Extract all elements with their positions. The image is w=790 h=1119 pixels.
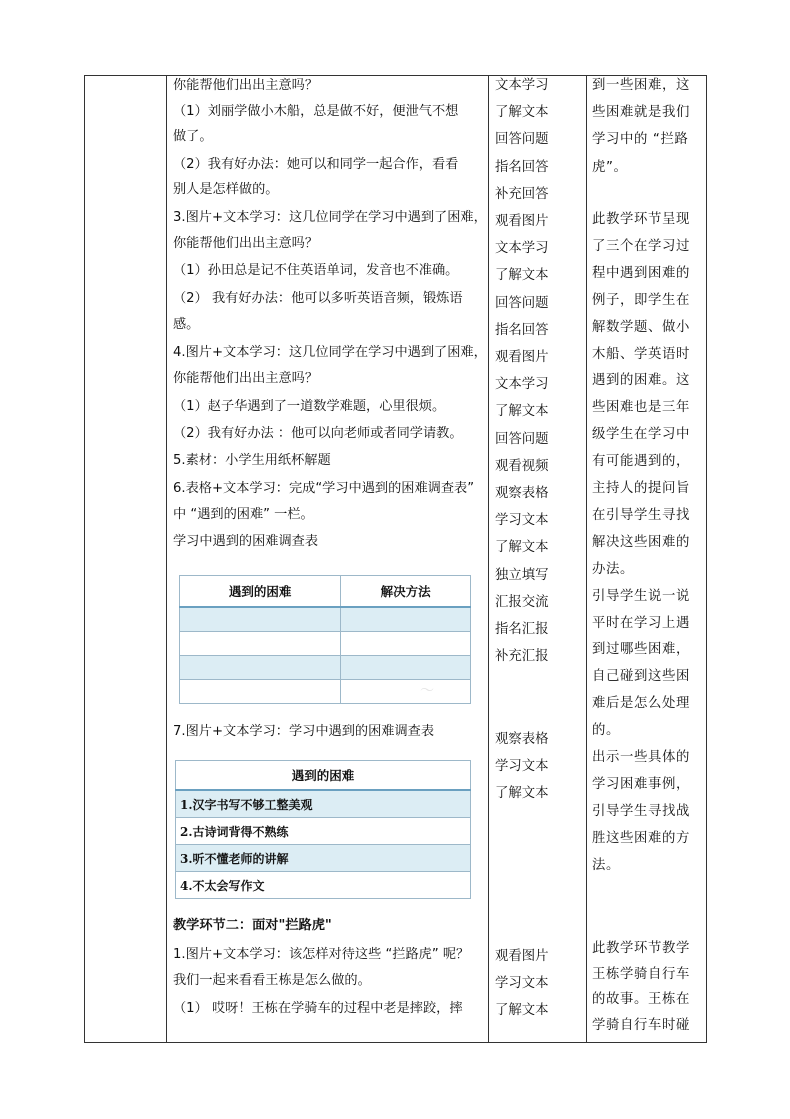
intent-line: 引导学生说一说	[592, 588, 690, 604]
intent-line: 有可能遇到的，	[592, 454, 690, 470]
table-col-border	[84, 75, 85, 1043]
content-line: 6.表格+文本学习：完成“学习中遇到的困难调查表”	[173, 481, 475, 496]
activity-line: 文本学习	[495, 78, 549, 93]
intent-line: 例子，即学生在	[592, 292, 690, 308]
activity-line: 指名汇报	[495, 622, 549, 637]
content-line: 3.图片+文本学习：这几位同学在学习中遇到了困难，	[173, 210, 487, 225]
content-line: 你能帮他们出出主意吗？	[173, 371, 319, 386]
intent-line: 解决这些困难的	[592, 534, 690, 550]
intent-line: 虎”。	[592, 159, 628, 175]
intent-line: 自己碰到这些困	[592, 669, 690, 685]
activity-line: 文本学习	[495, 241, 549, 257]
intent-line: 学习中的 “拦路	[592, 132, 689, 148]
activity-line: 观看图片	[495, 949, 549, 964]
intent-line: 学习困难事例，	[592, 776, 690, 792]
content-line: （2）我有好办法：她可以和同学一起合作，看看	[173, 157, 459, 172]
activity-line: 学习文本	[495, 759, 549, 775]
table-top-border	[84, 75, 707, 76]
intent-line: 些困难就是我们	[592, 105, 690, 121]
activity-line: 了解文本	[495, 540, 549, 556]
intent-line: 主持人的提问旨	[592, 481, 690, 496]
table-header: 解决方法	[341, 576, 471, 608]
activity-line: 学习文本	[495, 976, 549, 992]
content-line: 4.图片+文本学习：这几位同学在学习中遇到了困难，	[173, 345, 487, 360]
activity-line: 了解文本	[495, 404, 549, 420]
content-line: 做了。	[173, 129, 213, 144]
intent-line: 木船、学英语时	[592, 346, 690, 362]
table-header: 遇到的困难	[180, 576, 341, 608]
intent-line: 难后是怎么处理	[592, 696, 690, 712]
intent-line: 的。	[592, 723, 620, 739]
table-row: 4.不太会写作文	[176, 872, 471, 899]
table-header: 遇到的困难	[176, 761, 471, 791]
content-line: （2） 我有好办法：他可以多听英语音频，锻炼语	[173, 291, 463, 306]
intent-line: 办法。	[592, 561, 634, 577]
table-col-border	[586, 75, 587, 1043]
activity-line: 文本学习	[495, 377, 549, 393]
intent-line: 在引导学生寻找	[592, 507, 690, 523]
intent-line: 胜这些困难的方	[592, 830, 690, 846]
table-row: 2.古诗词背得不熟练	[176, 818, 471, 845]
activity-line: 观看图片	[495, 350, 549, 365]
intent-line: 此教学环节呈现	[592, 212, 690, 227]
table-row: 3.听不懂老师的讲解	[176, 845, 471, 872]
activity-line: 回答问题	[495, 132, 549, 148]
content-line: （1） 哎呀！王栋在学骑车的过程中老是摔跤，摔	[173, 1001, 463, 1016]
table-col-border	[706, 75, 707, 1043]
intent-line: 了三个在学习过	[592, 238, 690, 254]
activity-line: 补充回答	[495, 186, 549, 202]
activity-line: 了解文本	[495, 1003, 549, 1019]
activity-line: 补充汇报	[495, 649, 549, 665]
intent-line: 到过哪些困难，	[592, 642, 690, 658]
activity-line: 了解文本	[495, 268, 549, 284]
activity-line: 观看图片	[495, 214, 549, 229]
table-row	[180, 607, 471, 632]
activity-line: 观察表格	[495, 486, 549, 501]
difficulty-list-table	[175, 760, 471, 899]
content-line: 你能帮他们出出主意吗？	[173, 236, 319, 251]
intent-line: 程中遇到困难的	[592, 265, 690, 281]
content-line: 我们一起来看看王栋是怎么做的。	[173, 973, 371, 988]
section-title: 教学环节二：面对"拦路虎"	[173, 918, 332, 933]
activity-line: 观看视频	[495, 458, 549, 474]
intent-line: 解数学题、做小	[592, 319, 690, 335]
table-row	[180, 656, 471, 680]
activity-line: 回答问题	[495, 295, 549, 311]
content-line: （1）孙田总是记不住英语单词，发音也不准确。	[173, 263, 459, 278]
activity-line: 指名回答	[495, 322, 549, 338]
activity-line: 了解文本	[495, 786, 549, 802]
content-line: 感。	[173, 317, 200, 332]
content-line: （1）刘丽学做小木船，总是做不好，便泄气不想	[173, 104, 459, 119]
intent-line: 遇到的困难。这	[592, 373, 690, 389]
table-col-border	[166, 75, 167, 1043]
intent-line: 级学生在学习中	[592, 427, 690, 443]
content-line: 5.素材：小学生用纸杯解题	[173, 453, 331, 468]
activity-line: 汇报交流	[495, 594, 549, 610]
table-bottom-border	[84, 1042, 707, 1043]
table-row	[180, 632, 471, 656]
activity-line: 指名回答	[495, 159, 549, 175]
intent-line: 引导学生寻找战	[592, 803, 690, 819]
activity-line: 学习文本	[495, 513, 549, 529]
watermark: ～	[420, 683, 434, 699]
table-row: 1.汉字书写不够工整美观	[176, 790, 471, 818]
intent-line: 到一些困难，这	[592, 78, 690, 93]
activity-line: 观察表格	[495, 732, 549, 747]
intent-line: 此教学环节教学	[592, 941, 690, 956]
content-line: 1.图片+文本学习：该怎样对待这些 “拦路虎” 呢？	[173, 947, 470, 962]
content-line: 学习中遇到的困难调查表	[173, 534, 319, 549]
intent-line: 的故事。王栋在	[592, 992, 690, 1007]
activity-line: 独立填写	[495, 567, 549, 583]
intent-line: 些困难也是三年	[592, 400, 690, 416]
intent-line: 学骑自行车时碰	[592, 1017, 690, 1033]
activity-line: 回答问题	[495, 431, 549, 447]
content-line: 你能帮他们出出主意吗？	[173, 78, 319, 93]
intent-line: 平时在学习上遇	[592, 615, 690, 631]
content-line: 中 “遇到的困难” 一栏。	[173, 507, 314, 522]
content-line: 7.图片+文本学习：学习中遇到的困难调查表	[173, 724, 435, 739]
intent-line: 法。	[592, 857, 620, 873]
content-line: 别人是怎样做的。	[173, 182, 279, 197]
content-line: （1）赵子华遇到了一道数学难题，心里很烦。	[173, 399, 446, 414]
table-col-border	[488, 75, 489, 1043]
intent-line: 王栋学骑自行车	[592, 966, 690, 982]
content-line: （2）我有好办法 ：他可以向老师或者同学请教。	[173, 426, 463, 441]
activity-line: 了解文本	[495, 105, 549, 121]
intent-line: 出示一些具体的	[592, 750, 690, 765]
